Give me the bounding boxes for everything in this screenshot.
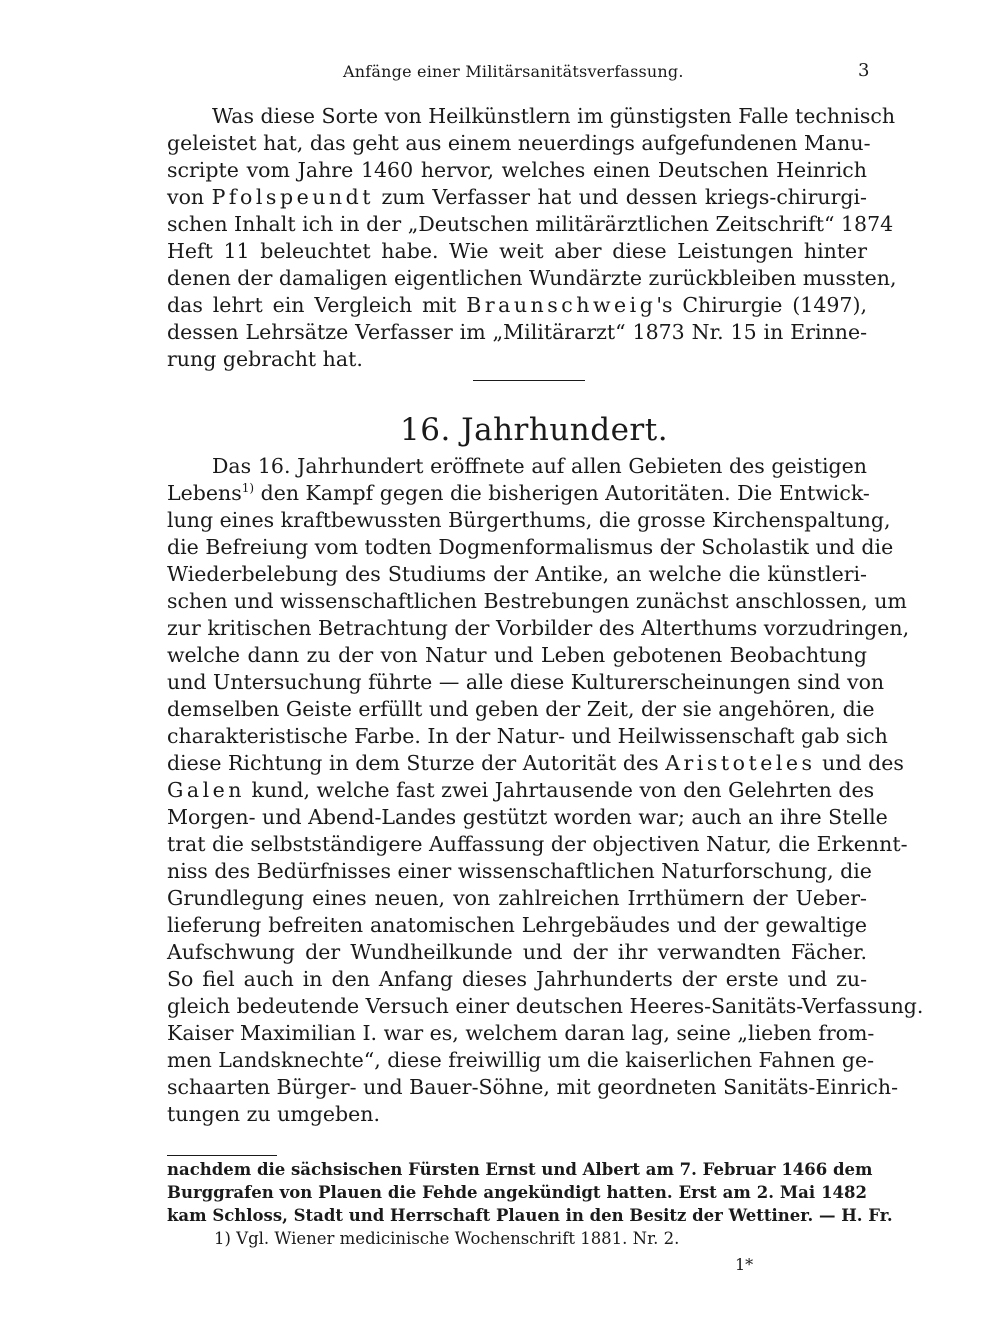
paragraph-2-line: Morgen- und Abend-Landes gestützt worden war; auch an ihre Stelle bbox=[167, 805, 888, 829]
paragraph-2-line: Aufschwung der Wundheilkunde und der ihr verwandten Fächer. bbox=[167, 940, 867, 964]
paragraph-1-line: schen Inhalt ich in der „Deutschen militärärztlichen Zeitschrift“ 1874 bbox=[167, 212, 894, 236]
text-run: 's Chirurgie (1497), bbox=[656, 293, 867, 317]
paragraph-2-line: Grundlegung eines neuen, von zahlreichen Irrthümern der Ueber- bbox=[167, 886, 867, 910]
paragraph-2-line: tungen zu umgeben. bbox=[167, 1102, 381, 1126]
paragraph-2-line: Das 16. Jahrhundert eröffnete auf allen Gebieten des geistigen bbox=[212, 454, 867, 478]
paragraph-1-line bbox=[167, 292, 867, 318]
author-name-spaced: Braunschweig bbox=[466, 293, 657, 317]
paragraph-1-line: Heft 11 beleuchtet habe. Wie weit aber diese Leistungen hinter bbox=[167, 239, 867, 263]
paragraph-2-line: men Landsknechte“, diese freiwillig um die kaiserlichen Fahnen ge- bbox=[167, 1048, 875, 1072]
footnote-rule bbox=[167, 1155, 277, 1156]
footnote-continuation-line: nachdem die sächsischen Fürsten Ernst und Albert am 7. Februar 1466 dem bbox=[167, 1160, 873, 1179]
paragraph-2-line: welche dann zu der von Natur und Leben gebotenen Beobachtung bbox=[167, 643, 867, 667]
running-title: Anfänge einer Militärsanitätsverfassung. bbox=[343, 62, 684, 81]
paragraph-2-line: niss des Bedürfnisses einer wissenschaftlichen Naturforschung, die bbox=[167, 859, 872, 883]
paragraph-2-line: zur kritischen Betrachtung der Vorbilder des Alterthums vorzudringen, bbox=[167, 616, 910, 640]
author-name-spaced: Aristoteles bbox=[665, 751, 816, 775]
paragraph-1-line: geleistet hat, das geht aus einem neuerdings aufgefundenen Manu- bbox=[167, 131, 871, 155]
paragraph-2-line: lung eines kraftbewussten Bürgerthums, die grosse Kirchenspaltung, bbox=[167, 508, 891, 532]
paragraph-1-line: dessen Lehrsätze Verfasser im „Militärarzt“ 1873 Nr. 15 in Erinne- bbox=[167, 320, 867, 344]
paragraph-2-line: und Untersuchung führte — alle diese Kulturerscheinungen sind von bbox=[167, 670, 885, 694]
paragraph-1-line: Was diese Sorte von Heilkünstlern im günstigsten Falle technisch bbox=[212, 104, 896, 128]
page-number: 3 bbox=[858, 60, 870, 81]
paragraph-1-line: rung gebracht hat. bbox=[167, 347, 363, 371]
paragraph-2-line: die Befreiung vom todten Dogmenformalismus der Scholastik und die bbox=[167, 535, 894, 559]
paragraph-2-line bbox=[167, 777, 875, 803]
paragraph-2-line: trat die selbstständigere Auffassung der objectiven Natur, die Erkennt- bbox=[167, 832, 908, 856]
footnote-1: 1) Vgl. Wiener medicinische Wochenschrift 1881. Nr. 2. bbox=[214, 1229, 680, 1248]
footnote-ref[interactable]: 1) bbox=[241, 481, 255, 495]
section-divider bbox=[473, 380, 585, 381]
author-name-spaced: Pfolspeundt bbox=[211, 185, 374, 209]
paragraph-1-line: scripte vom Jahre 1460 hervor, welches einen Deutschen Heinrich bbox=[167, 158, 867, 182]
text-run: von bbox=[167, 185, 205, 209]
paragraph-2-line bbox=[167, 480, 870, 506]
paragraph-2-line: charakteristische Farbe. In der Natur- und Heilwissenschaft gab sich bbox=[167, 724, 888, 748]
paragraph-1-line: denen der damaligen eigentlichen Wundärzte zurückbleiben mussten, bbox=[167, 266, 897, 290]
paragraph-2-line: So fiel auch in den Anfang dieses Jahrhunderts der erste und zu- bbox=[167, 967, 867, 991]
text-run: Lebens$^{1)}$ den Kampf gegen die bisherigen Autoritäten. Die Entwick- bbox=[167, 481, 870, 505]
text-run: und des bbox=[822, 751, 904, 775]
paragraph-2-line: schen und wissenschaftlichen Bestrebungen zunächst anschlossen, um bbox=[167, 589, 907, 613]
paragraph-1-line bbox=[167, 184, 867, 210]
paragraph-2-line: lieferung befreiten anatomischen Lehrgebäudes und der gewaltige bbox=[167, 913, 867, 937]
author-name-group bbox=[466, 293, 867, 317]
text-run: diese Richtung in dem Sturze der Autorität des bbox=[167, 751, 659, 775]
paragraph-2-line: demselben Geiste erfüllt und geben der Zeit, der sie angehören, die bbox=[167, 697, 875, 721]
signature-mark: 1* bbox=[735, 1255, 754, 1274]
paragraph-2-line: gleich bedeutende Versuch einer deutschen Heeres-Sanitäts-Verfassung. bbox=[167, 994, 924, 1018]
paragraph-2-line bbox=[167, 750, 904, 776]
paragraph-2-line: Kaiser Maximilian I. war es, welchem daran lag, seine „lieben from- bbox=[167, 1021, 875, 1045]
text-run: das lehrt ein Vergleich mit bbox=[167, 293, 457, 317]
author-name-spaced: Galen bbox=[167, 778, 245, 802]
section-heading: 16. Jahrhundert. bbox=[400, 412, 669, 448]
footnote-continuation-line: kam Schloss, Stadt und Herrschaft Plauen in den Besitz der Wettiner. — H. Fr. bbox=[167, 1206, 893, 1225]
text-run: zum Verfasser hat und dessen kriegs-chirurgi- bbox=[381, 185, 867, 209]
footnote-continuation-line: Burggrafen von Plauen die Fehde angekündigt hatten. Erst am 2. Mai 1482 bbox=[167, 1183, 867, 1202]
paragraph-2-line: Wiederbelebung des Studiums der Antike, an welche die künstleri- bbox=[167, 562, 867, 586]
paragraph-2-line: schaarten Bürger- und Bauer-Söhne, mit geordneten Sanitäts-Einrich- bbox=[167, 1075, 899, 1099]
text-run: kund, welche fast zwei Jahrtausende von den Gelehrten des bbox=[251, 778, 875, 802]
